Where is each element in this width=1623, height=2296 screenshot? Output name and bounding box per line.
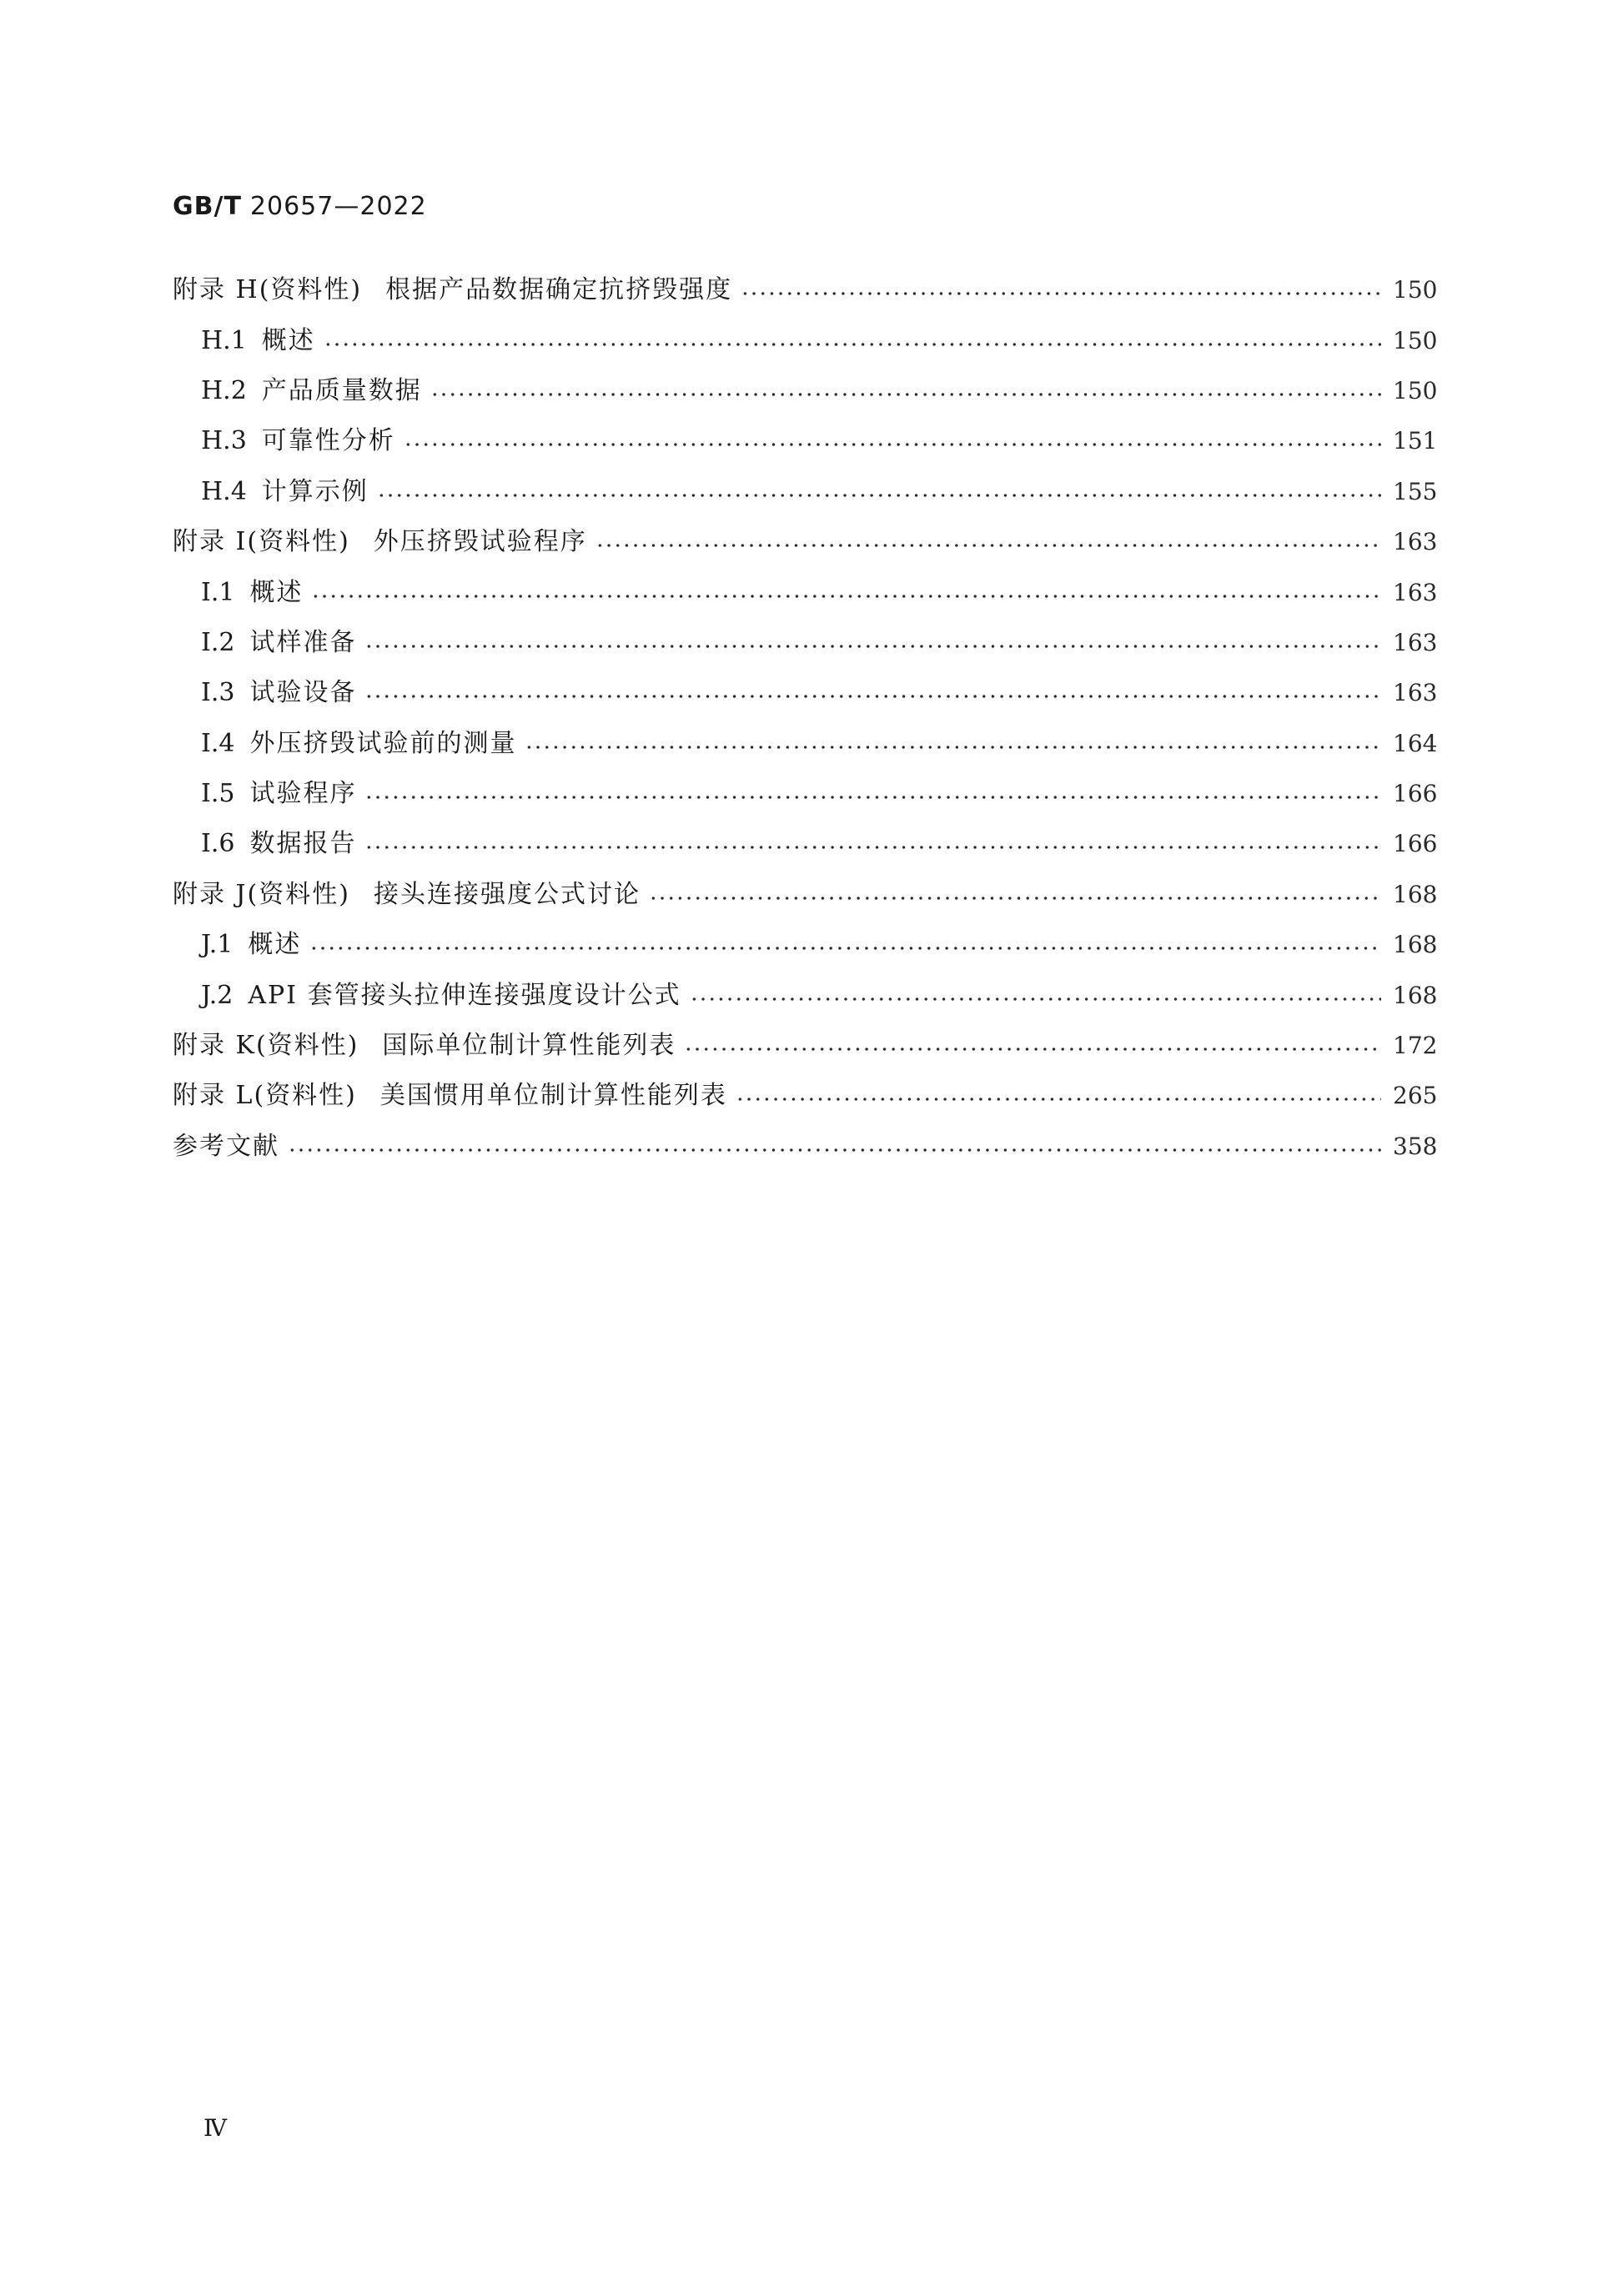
toc-entry-title: 参考文献	[173, 1131, 279, 1161]
toc-entry-subtitle: 美国惯用单位制计算性能列表	[379, 1081, 727, 1111]
toc-entry-title: 试验程序	[249, 779, 357, 809]
toc-entry[interactable]	[173, 517, 1436, 567]
toc-entry-number: I.4	[201, 728, 235, 758]
toc-entry-subtitle: 外压挤毁试验程序	[373, 527, 587, 557]
toc-entry-subtitle: 国际单位制计算性能列表	[382, 1031, 676, 1061]
toc-entry-number: H.2	[201, 375, 247, 405]
toc-entry-title: 附录 H(资料性)	[173, 275, 363, 305]
toc-dot-leader	[288, 1148, 1381, 1152]
toc-dot-leader	[649, 897, 1381, 900]
toc-entry-title: 外压挤毁试验前的测量	[249, 728, 517, 758]
toc-entry-label	[173, 275, 733, 305]
toc-dot-leader	[741, 292, 1381, 295]
toc-page-number: 151	[1393, 427, 1438, 455]
toc-page-number: 163	[1393, 578, 1438, 606]
toc-page-number: 168	[1393, 880, 1438, 908]
toc-entry-title: API 套管接头拉伸连接强度设计公式	[248, 980, 681, 1010]
toc-entry-title: 试验设备	[249, 678, 357, 708]
toc-entry-subtitle: 接头连接强度公式讨论	[373, 879, 641, 909]
toc-page-number: 168	[1393, 981, 1438, 1009]
toc-page-number: 164	[1393, 729, 1438, 757]
toc-entry[interactable]	[173, 1021, 1436, 1071]
document-header	[173, 192, 427, 221]
toc-dot-leader	[595, 544, 1381, 547]
toc-entry-label	[201, 476, 369, 506]
toc-subentry[interactable]	[173, 769, 1436, 819]
toc-entry-number: H.1	[201, 325, 247, 355]
toc-page-number: 265	[1393, 1082, 1438, 1110]
toc-entry-number: I.1	[201, 577, 235, 607]
toc-dot-leader	[311, 595, 1381, 598]
toc-entry-number: H.4	[201, 476, 247, 506]
toc-subentry[interactable]	[173, 618, 1436, 668]
toc-subentry[interactable]	[173, 920, 1436, 970]
toc-entry-label	[201, 678, 357, 708]
toc-entry-number: I.3	[201, 678, 235, 708]
toc-dot-leader	[690, 997, 1381, 1001]
toc-page-number: 163	[1393, 628, 1438, 656]
toc-dot-leader	[364, 695, 1381, 698]
toc-entry[interactable]	[173, 1071, 1436, 1121]
toc-entry[interactable]	[173, 1122, 1436, 1172]
toc-entry-subtitle: 根据产品数据确定抗挤毁强度	[385, 275, 733, 305]
toc-dot-leader	[364, 645, 1381, 648]
toc-dot-leader	[736, 1098, 1381, 1101]
toc-entry-title: 可靠性分析	[261, 426, 395, 456]
toc-entry-title: 附录 K(资料性)	[173, 1031, 359, 1061]
toc-dot-leader	[684, 1048, 1381, 1051]
toc-subentry[interactable]	[173, 970, 1436, 1020]
toc-entry-label	[173, 1131, 279, 1161]
toc-entry-title: 数据报告	[249, 829, 357, 859]
toc-dot-leader	[404, 443, 1381, 446]
toc-entry-title: 附录 I(资料性)	[173, 527, 350, 557]
toc-subentry[interactable]	[173, 668, 1436, 718]
toc-page-number: 150	[1393, 376, 1438, 404]
toc-page-number: 168	[1393, 931, 1438, 959]
page-number: Ⅳ	[204, 2114, 227, 2142]
toc-dot-leader	[430, 393, 1381, 396]
toc-entry-label	[201, 577, 304, 607]
toc-entry-number: J.2	[201, 980, 234, 1010]
toc-page-number: 358	[1393, 1132, 1438, 1160]
toc-dot-leader	[525, 746, 1381, 749]
toc-entry-label	[173, 1031, 676, 1061]
toc-entry-label	[173, 527, 587, 557]
toc-entry-label	[201, 627, 357, 657]
toc-dot-leader	[377, 494, 1381, 497]
toc-entry[interactable]	[173, 265, 1436, 315]
toc-entry-label	[201, 728, 517, 758]
toc-entry-number: I.5	[201, 779, 235, 809]
toc-entry-label	[173, 1081, 727, 1111]
toc-entry-label	[201, 325, 315, 355]
toc-entry-title: 附录 L(资料性)	[173, 1081, 357, 1111]
toc-page-number: 163	[1393, 528, 1438, 556]
table-of-contents	[173, 265, 1436, 1172]
toc-entry-label	[173, 879, 641, 909]
toc-entry-label	[201, 375, 422, 405]
toc-entry-label	[201, 831, 356, 857]
toc-subentry[interactable]	[173, 416, 1436, 466]
toc-page-number: 166	[1393, 780, 1438, 808]
toc-entry-title: 附录 J(资料性)	[173, 879, 350, 909]
toc-dot-leader	[324, 343, 1381, 346]
toc-page-number: 150	[1393, 276, 1438, 304]
standard-code: GB/T	[173, 192, 242, 221]
toc-entry-number: H.3	[201, 426, 247, 456]
toc-subentry[interactable]	[173, 819, 1436, 869]
toc-entry-title: 概述	[261, 325, 315, 355]
toc-page-number: 163	[1393, 679, 1438, 707]
toc-entry-label	[201, 779, 357, 809]
toc-dot-leader	[364, 846, 1381, 849]
toc-entry-title: 试样准备	[249, 627, 357, 657]
toc-page-number: 172	[1393, 1032, 1438, 1060]
toc-entry-title: 概述	[248, 930, 302, 960]
standard-number: 20657—2022	[249, 192, 427, 221]
toc-dot-leader	[364, 796, 1381, 799]
toc-subentry[interactable]	[173, 315, 1436, 365]
toc-entry-title: 产品质量数据	[261, 375, 422, 405]
toc-entry-number: J.1	[201, 930, 234, 960]
toc-dot-leader	[309, 947, 1381, 950]
toc-page-number: 155	[1393, 477, 1438, 505]
toc-entry-title: 计算示例	[261, 476, 369, 506]
toc-entry[interactable]	[173, 870, 1436, 920]
toc-page-number: 150	[1393, 326, 1438, 354]
toc-entry-label	[201, 426, 395, 456]
toc-entry-title: 概述	[249, 577, 304, 607]
toc-subentry[interactable]	[173, 567, 1436, 617]
toc-entry-label	[201, 930, 302, 960]
toc-entry-number: I.2	[201, 627, 235, 657]
toc-subentry[interactable]	[173, 366, 1436, 416]
toc-page-number: 166	[1393, 830, 1438, 858]
toc-entry-number: I.6	[201, 829, 235, 859]
toc-entry-label	[201, 980, 681, 1010]
toc-subentry[interactable]	[173, 719, 1436, 769]
toc-subentry[interactable]	[173, 467, 1436, 517]
